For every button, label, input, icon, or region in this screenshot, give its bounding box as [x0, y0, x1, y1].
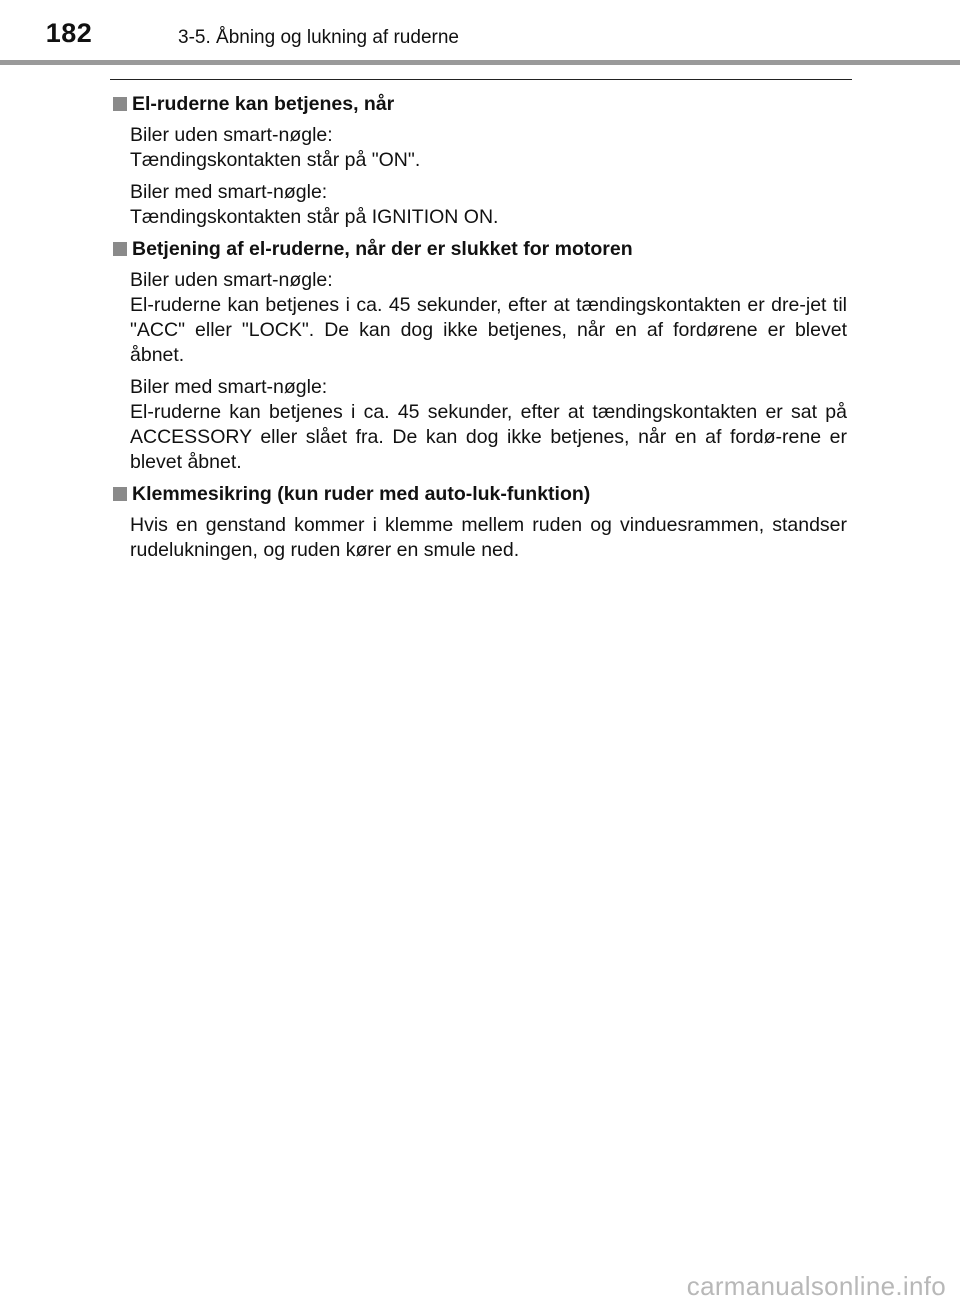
paragraph-text: Tændingskontakten står på "ON". [130, 149, 421, 171]
paragraph-label: Biler med smart-nøgle: [130, 376, 328, 398]
paragraph-label: Biler med smart-nøgle: [130, 181, 328, 203]
section-heading-text: Betjening af el-ruderne, når der er slukket for motoren [132, 238, 633, 260]
paragraph [130, 123, 847, 173]
square-bullet-icon [113, 487, 127, 501]
square-bullet-icon [113, 97, 127, 111]
section-heading [110, 92, 847, 117]
section-heading-text: Klemmesikring (kun ruder med auto-luk-funktion) [132, 483, 591, 505]
section-power-windows-operable [110, 92, 847, 230]
paragraph-text: Tændingskontakten står på IGNITION ON. [130, 206, 499, 228]
paragraph [130, 375, 847, 475]
paragraph [130, 513, 847, 563]
square-bullet-icon [113, 242, 127, 256]
section-title: 3-5. Åbning og lukning af ruderne [178, 27, 459, 48]
paragraph [130, 180, 847, 230]
section-engine-off-operation [110, 237, 847, 475]
section-heading-text: El-ruderne kan betjenes, når [132, 93, 395, 115]
paragraph-text: Hvis en genstand kommer i klemme mellem ruden og vinduesrammen, standser rudelukningen, og ruden kører en smule ned. [130, 514, 847, 561]
paragraph-label: Biler uden smart-nøgle: [130, 124, 333, 146]
main-content [110, 92, 847, 570]
paragraph-text: El-ruderne kan betjenes i ca. 45 sekunder, efter at tændingskontakten er sat på ACCESSORY eller slået fra. De kan dog ikke betjenes, når en af fordø-rene er blevet åbnet. [130, 401, 847, 473]
header-divider [0, 60, 960, 65]
paragraph [130, 268, 847, 368]
content-divider [110, 79, 852, 80]
section-heading [110, 237, 847, 262]
section-jam-protection [110, 482, 847, 563]
section-heading [110, 482, 847, 507]
watermark: carmanualsonline.info [686, 1271, 946, 1301]
paragraph-label: Biler uden smart-nøgle: [130, 269, 333, 291]
paragraph-text: El-ruderne kan betjenes i ca. 45 sekunder, efter at tændingskontakten er dre-jet til "ACC" eller "LOCK". De kan dog ikke betjenes, når en af fordørene er blevet åbnet. [130, 294, 847, 366]
page-number: 182 [45, 18, 93, 48]
